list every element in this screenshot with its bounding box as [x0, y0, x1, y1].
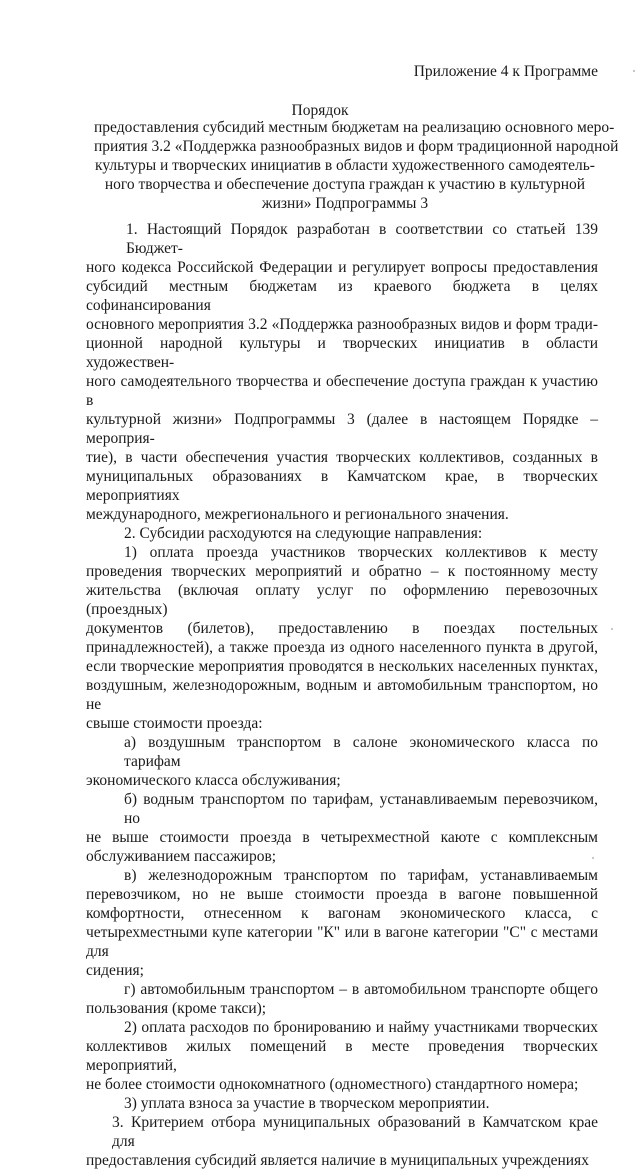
paragraph-3: [86, 1113, 598, 1170]
paragraph-line: основного мероприятия 3.2 «Поддержка разнообразных видов и форм тради-: [86, 316, 598, 333]
subtitle-line: предоставления субсидий местным бюджетам на реализацию основного меро-: [94, 119, 615, 136]
paragraph-line: если творческие мероприятия проводятся в нескольких населенных пунктах,: [86, 658, 598, 675]
paragraph-line: муниципальных образованиях в Камчатском крае, в творческих мероприятиях: [86, 468, 598, 504]
paragraph-2-1-a: [86, 733, 598, 790]
paragraph-line: 3) уплата взноса за участие в творческом мероприятии.: [124, 1095, 490, 1112]
paragraph-2-1-g: [86, 980, 598, 1018]
paragraph-line: ционной народной культуры и творческих инициатив в области художествен-: [86, 335, 598, 371]
paragraph-2-1-v: [86, 866, 598, 980]
paragraph-line: б) водным транспортом по тарифам, устанавливаемым перевозчиком, но: [124, 791, 598, 827]
scan-speck: [611, 628, 613, 630]
paragraph-line: международного, межрегионального и регионального значения.: [86, 506, 509, 523]
paragraph-line: культурной жизни» Подпрограммы 3 (далее в настоящем Порядке – мероприя-: [86, 411, 598, 447]
paragraph-line: свыше стоимости проезда:: [86, 715, 263, 732]
document-title: Порядок: [291, 102, 349, 119]
paragraph-line: документов (билетов), предоставлению в поездах постельных: [86, 620, 598, 637]
scan-speck: [633, 70, 635, 72]
paragraph-line: 3. Критерием отбора муниципальных образований в Камчатском крае для: [112, 1114, 598, 1150]
paragraph-line: ного кодекса Российской Федерации и регулирует вопросы предоставления: [86, 259, 598, 276]
paragraph-line: тие), в части обеспечения участия творческих коллективов, созданных в: [86, 449, 598, 466]
paragraph-line: 2) оплата расходов по бронированию и найму участниками творческих: [124, 1019, 598, 1036]
document-subtitle: [94, 118, 619, 213]
subtitle-line: жизни» Подпрограммы 3: [261, 195, 429, 212]
subtitle-line: приятия 3.2 «Поддержка разнообразных видов и форм традиционной народной: [94, 138, 619, 155]
paragraph-2-3: [86, 1094, 598, 1113]
paragraph-line: экономического класса обслуживания;: [86, 772, 341, 789]
paragraph-2: [86, 524, 598, 543]
paragraph-line: 1. Настоящий Порядок разработан в соответствии со статьей 139 Бюджет-: [126, 221, 598, 257]
paragraph-line: пользования (кроме такси);: [86, 1000, 267, 1017]
appendix-label: Приложение 4 к Программе: [413, 63, 598, 80]
scan-speck: [592, 857, 594, 859]
paragraph-line: сидения;: [86, 962, 144, 979]
paragraph-line: а) воздушным транспортом в салоне экономического класса по тарифам: [124, 734, 598, 770]
paragraph-2-2: [86, 1018, 598, 1094]
paragraph-line: в) железнодорожным транспортом по тарифам, устанавливаемым: [124, 867, 598, 884]
paragraph-line: не более стоимости однокомнатного (одноместного) стандартного номера;: [86, 1076, 579, 1093]
paragraph-line: субсидий местным бюджетам из краевого бюджета в целях софинансирования: [86, 278, 598, 314]
paragraph-line: воздушным, железнодорожным, водным и автомобильным транспортом, но не: [86, 677, 598, 713]
paragraph-line: предоставления субсидий является наличие в муниципальных учреждениях: [86, 1152, 589, 1169]
paragraph-2-1-b: [86, 790, 598, 866]
paragraph-line: принадлежностей), а также проезда из одного населенного пункта в другой,: [86, 639, 598, 656]
paragraph-line: 1) оплата проезда участников творческих коллективов к месту: [124, 544, 598, 561]
paragraph-line: жительства (включая оплату услуг по оформлению перевозочных (проездных): [86, 582, 598, 618]
paragraph-line: ного самодеятельного творчества и обеспечение доступа граждан к участию в: [86, 373, 598, 409]
paragraph-line: обслуживанием пассажиров;: [86, 848, 277, 865]
paragraph-line: комфортности, отнесенном к вагонам экономического класса, с: [86, 905, 598, 922]
paragraph-line: перевозчиком, но не выше стоимости проезда в вагоне повышенной: [86, 886, 598, 903]
paragraph-line: четырехместными купе категории "К" или в вагоне категории "С" с местами для: [86, 924, 598, 960]
paragraph-line: 2. Субсидии расходуются на следующие направления:: [124, 525, 483, 542]
paragraph-line: не выше стоимости проезда в четырехместной каюте с комплексным: [86, 829, 598, 846]
subtitle-line: ного творчества и обеспечение доступа граждан к участию в культурной: [104, 176, 586, 193]
subtitle-line: культуры и творческих инициатив в области художественного самодеятель-: [95, 157, 595, 174]
paragraph-line: коллективов жилых помещений в месте проведения творческих мероприятий,: [86, 1038, 598, 1074]
document-body: [86, 220, 598, 1170]
paragraph-2-1: [86, 543, 598, 733]
paragraph-line: проведения творческих мероприятий и обратно – к постоянному месту: [86, 563, 598, 580]
paragraph-line: г) автомобильным транспортом – в автомобильном транспорте общего: [124, 981, 598, 998]
paragraph-1: [86, 220, 598, 524]
